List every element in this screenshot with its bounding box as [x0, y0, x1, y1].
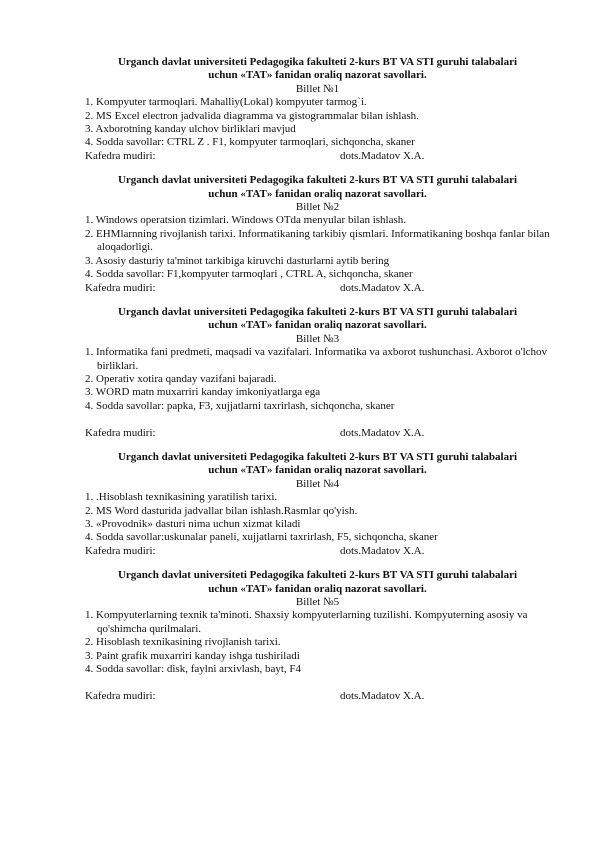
- head-label: Kafedra mudiri:: [85, 689, 156, 702]
- question-item: 3. Paint grafik muxarriri kanday ishga tushiriladi: [85, 649, 300, 662]
- head-name: dots.Madatov X.A.: [340, 426, 425, 439]
- billet-1: [85, 56, 550, 163]
- head-name: dots.Madatov X.A.: [340, 281, 425, 294]
- blank-line: [85, 676, 550, 689]
- signature-line: [85, 690, 550, 703]
- billet-number: Billet №3: [295, 332, 340, 345]
- question-item: 3. «Provodnik» dasturi nima uchun xizmat kiladi: [85, 517, 301, 530]
- billet-title-line1: Urganch davlat universiteti Pedagogika fakulteti 2-kurs BT VA STI guruhi talabalari: [117, 569, 518, 582]
- billet-title-line1: Urganch davlat universiteti Pedagogika fakulteti 2-kurs BT VA STI guruhi talabalari: [117, 174, 518, 187]
- billet-title-line2: uchun «TAT» fanidan oraliq nazorat savollari.: [208, 319, 427, 332]
- question-item: 1. .Hisoblash texnikasining yaratilish tarixi.: [85, 491, 278, 504]
- question-item: 2. MS Word dasturida jadvallar bilan ishlash.Rasmlar qo'yish.: [85, 504, 358, 517]
- question-item: 3. WORD matn muxarriri kanday imkoniyatlarga ega: [85, 386, 321, 399]
- billet-3: [85, 306, 550, 440]
- billet-number: Billet №5: [295, 596, 340, 609]
- billet-number: Billet №1: [295, 82, 340, 95]
- head-label: Kafedra mudiri:: [85, 426, 156, 439]
- billet-title-line1: Urganch davlat universiteti Pedagogika fakulteti 2-kurs BT VA STI guruhi talabalari: [117, 56, 518, 68]
- head-label: Kafedra mudiri:: [85, 281, 156, 294]
- question-item: 4. Sodda savollar: F1,kompyuter tarmoqlari , CTRL A, sichqoncha, skaner: [85, 268, 413, 281]
- question-item: 1. Kompyuter tarmoqlari. Mahalliy(Lokal) kompyuter tarmog`i.: [85, 96, 367, 109]
- question-item: 4. Sodda savollar: disk, faylni arxivlash, bayt, F4: [85, 663, 301, 676]
- billet-number: Billet №4: [295, 477, 340, 490]
- question-item: 3. Asosiy dasturiy ta'minot tarkibiga kiruvchi dasturlarni aytib bering: [85, 254, 390, 267]
- billet-title-line2: uchun «TAT» fanidan oraliq nazorat savollari.: [208, 582, 427, 595]
- question-item: 3. Axborotning kanday ulchov birliklari mavjud: [85, 123, 296, 136]
- billet-title-line1: Urganch davlat universiteti Pedagogika fakulteti 2-kurs BT VA STI guruhi talabalari: [117, 450, 518, 463]
- question-item: 1. Kompyuterlarning texnik ta'minoti. Shaxsiy kompyuterlarning tuzilishi. Kompyuterning asosiy va qo'shimcha qurilmalari.: [85, 609, 528, 635]
- question-item: 1. Windows operatsion tizimlari. Windows OTda menyular bilan ishlash.: [85, 214, 407, 227]
- head-label: Kafedra mudiri:: [85, 544, 156, 557]
- head-name: dots.Madatov X.A.: [340, 689, 425, 702]
- question-item: 2. Operativ xotira qanday vazifani bajaradi.: [85, 372, 277, 385]
- signature-line: [85, 427, 550, 440]
- question-item: 2. MS Excel electron jadvalida diagramma va gistogrammalar bilan ishlash.: [85, 109, 419, 122]
- document-page: [85, 56, 550, 714]
- billet-4: [85, 451, 550, 558]
- question-item: 4. Sodda savollar:uskunalar paneli, xujjatlarni taxrirlash, F5, sichqoncha, skaner: [85, 531, 438, 544]
- billet-title-line2: uchun «TAT» fanidan oraliq nazorat savollari.: [208, 69, 427, 82]
- head-name: dots.Madatov X.A.: [340, 149, 425, 162]
- head-label: Kafedra mudiri:: [85, 149, 156, 162]
- billet-number: Billet №2: [295, 201, 340, 214]
- billet-title-line1: Urganch davlat universiteti Pedagogika fakulteti 2-kurs BT VA STI guruhi talabalari: [117, 305, 518, 318]
- question-item: 2. EHMlarnning rivojlanish tarixi. Informatikaning tarkibiy qismlari. Informatikaning boshqa fanlar bilan aloqadorligi.: [85, 227, 550, 254]
- signature-line: [85, 545, 550, 558]
- question-item: 4. Sodda savollar: CTRL Z . F1, kompyuter tarmoqlari, sichqoncha, skaner: [85, 136, 415, 149]
- question-item: 2. Hisoblash texnikasining rivojlanish tarixi.: [85, 636, 281, 649]
- head-name: dots.Madatov X.A.: [340, 544, 425, 557]
- billet-title-line2: uchun «TAT» fanidan oraliq nazorat savollari.: [208, 464, 427, 477]
- billet-title-line2: uchun «TAT» fanidan oraliq nazorat savollari.: [208, 187, 427, 200]
- signature-line: [85, 150, 550, 163]
- billet-5: [85, 569, 550, 703]
- blank-line: [85, 413, 550, 426]
- question-item: 4. Sodda savollar: papka, F3, xujjatlarni taxrirlash, sichqoncha, skaner: [85, 399, 395, 412]
- signature-line: [85, 282, 550, 295]
- question-item: 1. Informatika fani predmeti, maqsadi va vazifalari. Informatika va axborot tushunchasi. Axborot o'lchov birliklari.: [85, 346, 548, 372]
- billet-2: [85, 174, 550, 295]
